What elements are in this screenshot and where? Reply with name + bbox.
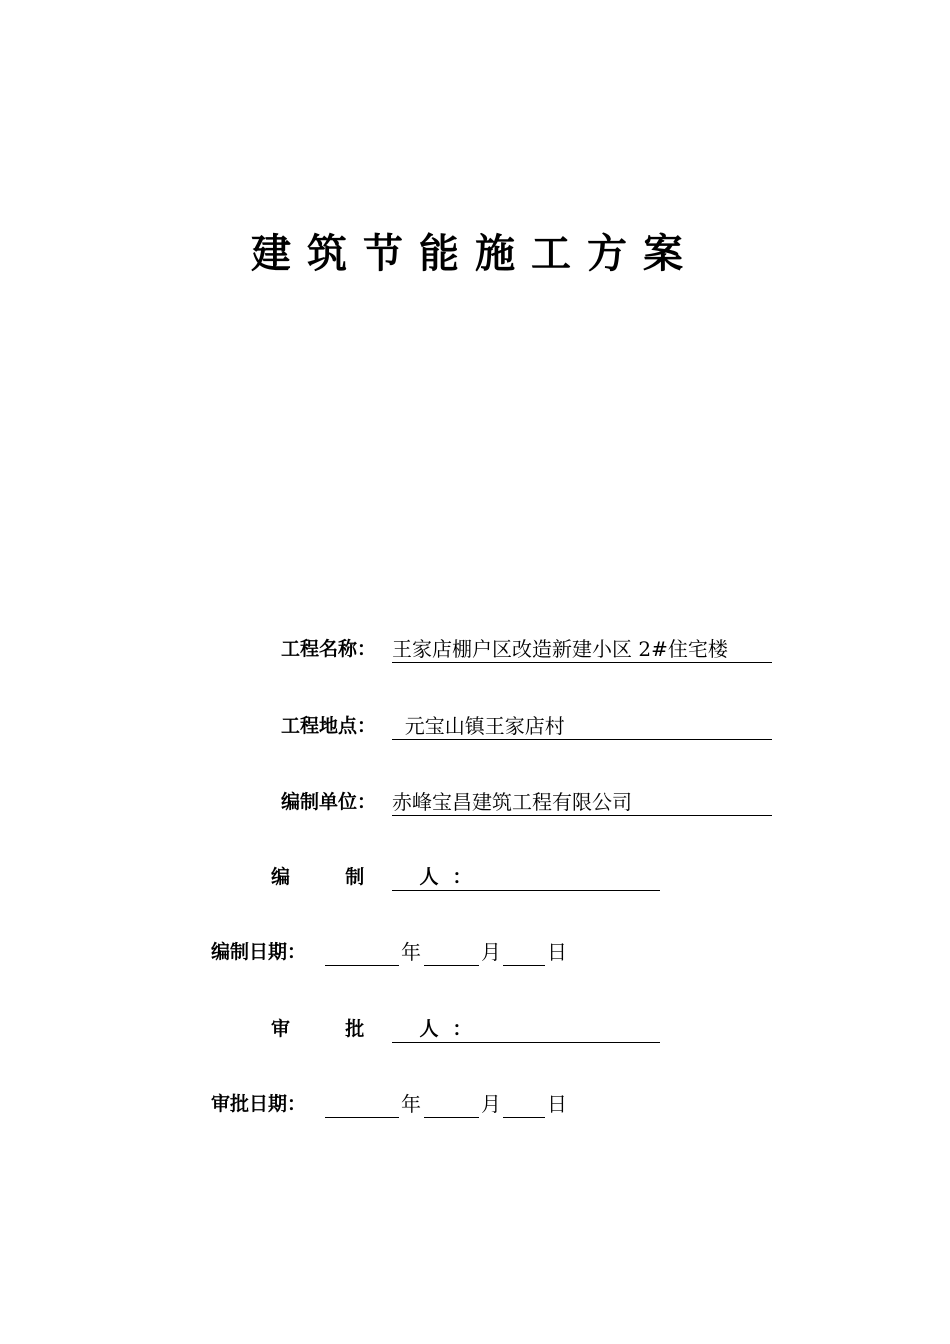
compiler-label-text: 编 制 人 xyxy=(271,866,453,888)
compile-date-day-unit: 日 xyxy=(547,940,567,964)
compiler-row xyxy=(0,862,950,892)
approve-date-year-unit: 年 xyxy=(401,1092,421,1116)
approve-date-month-blank xyxy=(424,1089,479,1118)
approver-blank xyxy=(392,1014,660,1043)
project-name-value: 王家店棚户区改造新建小区 2#住宅楼 xyxy=(392,634,772,663)
compile-date-row xyxy=(0,937,950,967)
compiling-unit-value: 赤峰宝昌建筑工程有限公司 xyxy=(392,787,772,816)
compile-date-day-blank xyxy=(503,937,545,966)
approve-date-row xyxy=(0,1089,950,1119)
project-location-row xyxy=(0,711,950,741)
approve-date-label: 审批日期： xyxy=(211,1093,307,1115)
compiling-unit-label: 编制单位： xyxy=(281,791,377,813)
compiler-colon: ： xyxy=(452,866,472,888)
compile-date-month-blank xyxy=(424,937,479,966)
project-location-label: 工程地点： xyxy=(281,715,377,737)
approver-colon: ： xyxy=(452,1018,472,1040)
compiler-blank xyxy=(392,862,660,891)
compile-date-label: 编制日期： xyxy=(211,941,307,963)
project-name-row xyxy=(0,634,950,664)
compile-date-year-unit: 年 xyxy=(401,940,421,964)
approve-date-day-unit: 日 xyxy=(547,1092,567,1116)
approve-date-year-blank xyxy=(325,1089,399,1118)
document-title: 建筑节能施工方案 xyxy=(251,231,699,277)
compiling-unit-row xyxy=(0,787,950,817)
approver-row xyxy=(0,1014,950,1044)
approve-date-day-blank xyxy=(503,1089,545,1118)
compile-date-month-unit: 月 xyxy=(481,940,501,964)
approver-label-text: 审 批 人 xyxy=(271,1018,453,1040)
compile-date-year-blank xyxy=(325,937,399,966)
project-location-value: 元宝山镇王家店村 xyxy=(392,711,772,740)
project-name-label: 工程名称： xyxy=(281,638,377,660)
approve-date-month-unit: 月 xyxy=(481,1092,501,1116)
